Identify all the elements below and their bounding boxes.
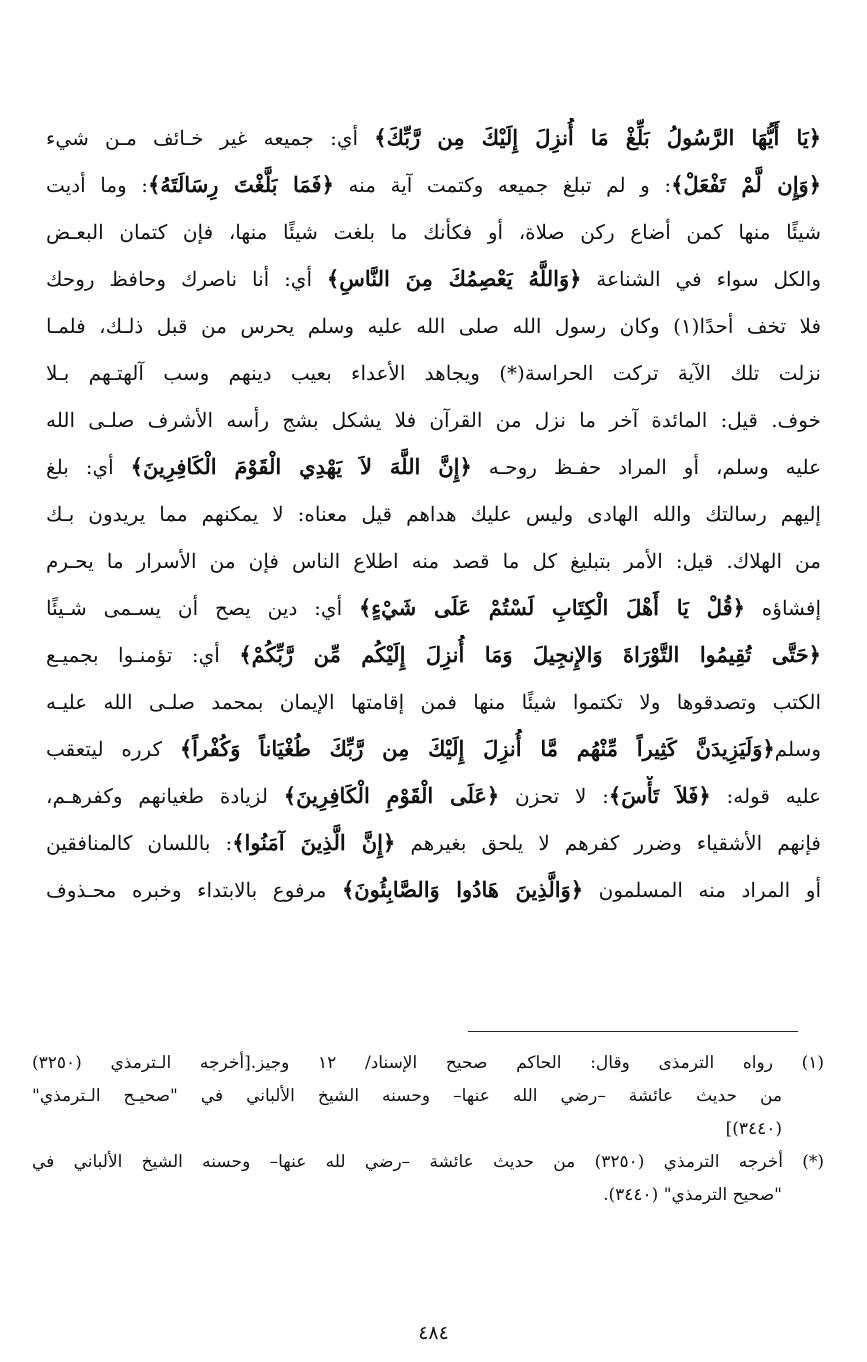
commentary-text: أي: جميعه غير خـائف مـن شيء xyxy=(46,126,375,150)
text-line xyxy=(46,400,821,447)
text-line xyxy=(46,635,821,682)
commentary-text: : لا تحزن xyxy=(499,784,609,808)
quran-verse: ﴿إِنَّ الَّذِينَ آمَنُوا﴾ xyxy=(232,830,396,855)
commentary-text: مرفوع بالابتداء وخبره محـذوف xyxy=(46,878,342,902)
footnote-divider xyxy=(468,1031,798,1032)
main-text xyxy=(46,118,821,917)
text-line xyxy=(46,494,821,541)
commentary-text: أي: دين يصح أن يسـمى شـيئًا xyxy=(46,596,359,620)
commentary-text: أو المراد منه المسلمون xyxy=(583,878,821,902)
commentary-text: لزيادة طغيانهم وكفرهـم، xyxy=(46,784,284,808)
quran-verse: ﴿يَا أَيُّهَا الرَّسُولُ بَلِّغْ مَا أُنزِلَ إِلَيْكَ مِن رَّبِّكَ﴾ xyxy=(374,125,821,150)
commentary-text: كرره ليتعقب xyxy=(46,737,180,761)
text-line xyxy=(46,870,821,917)
commentary-text: وسلم xyxy=(774,737,821,761)
quran-verse: ﴿فَمَا بَلَّغْتَ رِسَالَتَهُ﴾ xyxy=(148,172,334,197)
text-line xyxy=(46,259,821,306)
commentary-text: : و لم تبلغ جميعه وكتمت آية منه xyxy=(333,173,672,197)
text-line xyxy=(46,823,821,870)
footnote-line: (١) رواه الترمذى وقال: الحاكم صحيح الإسناد/ ١٢ وجيز.[أخرجه الـترمذي (٣٢٥٠) xyxy=(32,1053,824,1073)
text-line xyxy=(46,729,821,776)
commentary-text: أي: بلغ xyxy=(46,455,131,479)
text-line xyxy=(46,306,821,353)
commentary-text: الكتب وتصدقوها ولا تكتموا شيئًا منها فمن إقامتها الإيمان بمحمد صلـى الله عليـه xyxy=(46,690,821,714)
quran-verse: ﴿وَالَّذِينَ هَادُوا وَالصَّابِئُونَ﴾ xyxy=(341,877,584,902)
text-line xyxy=(46,212,821,259)
page-number: ٤٨٤ xyxy=(418,1322,449,1344)
commentary-text: إفشاؤه xyxy=(744,596,821,620)
text-line xyxy=(46,165,821,212)
footnote-line: (*) أخرجه الترمذي (٣٢٥٠) من حديث عائشة –رضي لله عنها– وحسنه الشيخ الألباني في xyxy=(32,1152,824,1172)
footnotes xyxy=(32,1048,824,1213)
quran-verse: ﴿وَاللَّهُ يَعْصِمُكَ مِنَ النَّاسِ﴾ xyxy=(326,266,582,291)
text-line xyxy=(46,447,821,494)
commentary-text: أي: تؤمنـوا بجميـع xyxy=(46,643,240,667)
commentary-text: فلا تخف أحدًا(١) وكان رسول الله صلى الله عليه وسلم يحرس من قبل ذلـك، فلمـا xyxy=(46,314,821,338)
commentary-text: شيئًا منها كمن أضاع ركن صلاة، أو فكأنك ما بلغت شيئًا منها، فإن كتمان البعـض xyxy=(46,220,821,244)
commentary-text: فإنهم الأشقياء وضرر كفرهم لا يلحق بغيرهم xyxy=(395,831,821,855)
quran-verse: ﴿عَلَى الْقَوْمِ الْكَافِرِينَ﴾ xyxy=(283,783,500,808)
commentary-text: عليه وسلم، أو المراد حفـظ روحـه xyxy=(471,455,821,479)
quran-verse: ﴿فَلاَ تَأْسَ﴾ xyxy=(608,783,711,808)
commentary-text: : باللسان كالمنافقين xyxy=(46,831,233,855)
quran-verse: ﴿وَإِن لَّمْ تَفْعَلْ﴾ xyxy=(671,172,821,197)
commentary-text: من الهلاك. قيل: الأمر بتبليغ كل ما قصد منه اطلاع الناس فإن من الأسرار ما يحـرم xyxy=(46,549,821,573)
text-line xyxy=(46,541,821,588)
quran-verse: ﴿وَلَيَزِيدَنَّ كَثِيراً مِّنْهُم مَّا أُنزِلَ إِلَيْكَ مِن رَّبِّكَ طُغْيَاناً وَكُفْراً﴾ xyxy=(179,736,775,761)
text-line xyxy=(46,682,821,729)
commentary-text: والكل سواء في الشناعة xyxy=(581,267,821,291)
text-line xyxy=(46,588,821,635)
text-line xyxy=(46,776,821,823)
footnote-line: "صحيح الترمذي" (٣٤٤٠). xyxy=(603,1185,782,1205)
commentary-text: عليه قوله: xyxy=(710,784,821,808)
commentary-text: خوف. قيل: المائدة آخر ما نزل من القرآن فلا يشكل بشج رأسه الأشرف صلـى الله xyxy=(46,408,821,432)
commentary-text: : وما أديت xyxy=(46,173,148,197)
footnote-line: (٣٤٤٠)] xyxy=(725,1119,782,1139)
quran-verse: ﴿إِنَّ اللَّهَ لاَ يَهْدِي الْقَوْمَ الْكَافِرِينَ﴾ xyxy=(130,454,472,479)
quran-verse: ﴿حَتَّى تُقِيمُوا التَّوْرَاةَ وَالإِنجِيلَ وَمَا أُنزِلَ إِلَيْكُم مِّن رَّبِّكُمْ﴾ xyxy=(239,642,821,667)
commentary-text: نزلت تلك الآية تركت الحراسة(*) ويجاهد الأعداء بعيب دينهم وسب آلهتـهم بـلا xyxy=(46,361,821,385)
quran-verse: ﴿قُلْ يَا أَهْلَ الْكِتَابِ لَسْتُمْ عَلَى شَيْءٍ﴾ xyxy=(358,595,745,620)
commentary-text: أي: أنا ناصرك وحافظ روحك xyxy=(46,267,327,291)
footnote-line: من حديث عائشة –رضي الله عنها– وحسنه الشيخ الألباني في "صحيـح الـترمذي" xyxy=(32,1086,782,1106)
text-line xyxy=(46,118,821,165)
text-line xyxy=(46,353,821,400)
commentary-text: إليهم رسالتك والله الهادى وليس عليك هداهم قيل معناه: لا يمكنهم مما يريدون بـك xyxy=(46,502,821,526)
